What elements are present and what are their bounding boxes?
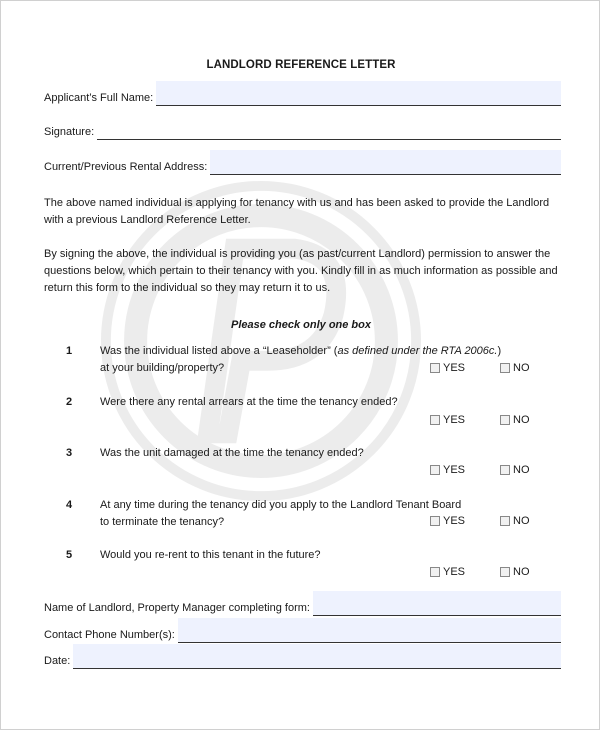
question-text: Would you re-rent to this tenant in the future? — [100, 549, 321, 561]
question-text: Was the unit damaged at the time the tenancy ended? — [100, 447, 364, 459]
question-text-line2: to terminate the tenancy? — [100, 516, 225, 528]
q3-no-option[interactable] — [500, 464, 530, 476]
question-text-italic: as defined under the RTA 2006c. — [337, 345, 498, 357]
document-title: LANDLORD REFERENCE LETTER — [206, 59, 396, 71]
applicant-name-label: Applicant’s Full Name: — [44, 92, 154, 104]
checkbox-icon[interactable] — [500, 363, 510, 373]
checkbox-icon[interactable] — [430, 567, 440, 577]
contact-phone-label: Contact Phone Number(s): — [44, 629, 175, 641]
yes-label: YES — [443, 414, 466, 426]
q1-yes-option[interactable] — [430, 362, 465, 374]
contact-phone-input[interactable] — [178, 618, 561, 643]
signature-input[interactable] — [97, 115, 561, 140]
question-5 — [44, 547, 564, 567]
yes-label: YES — [443, 362, 466, 374]
question-text-line1: At any time during the tenancy did you apply to the Landlord Tenant Board — [100, 499, 462, 511]
question-text-line2: at your building/property? — [100, 362, 225, 374]
question-number: 3 — [66, 447, 73, 459]
question-2 — [44, 394, 564, 414]
q5-no-option[interactable] — [500, 566, 530, 578]
q3-yes-option[interactable] — [430, 464, 465, 476]
no-label: NO — [513, 464, 530, 476]
checkbox-icon[interactable] — [500, 516, 510, 526]
landlord-name-input[interactable] — [313, 591, 561, 616]
checkbox-icon[interactable] — [430, 363, 440, 373]
date-input[interactable] — [73, 644, 561, 669]
q1-no-option[interactable] — [500, 362, 530, 374]
q2-no-option[interactable] — [500, 414, 530, 426]
q2-yes-option[interactable] — [430, 414, 465, 426]
landlord-name-row — [44, 591, 561, 616]
checkbox-icon[interactable] — [430, 516, 440, 526]
question-number: 4 — [66, 499, 73, 511]
signature-row — [44, 115, 561, 140]
no-label: NO — [513, 362, 530, 374]
landlord-name-label: Name of Landlord, Property Manager completing form: — [44, 602, 310, 614]
date-row — [44, 644, 561, 669]
checkbox-icon[interactable] — [500, 465, 510, 475]
yes-label: YES — [443, 515, 466, 527]
applicant-name-input[interactable] — [156, 81, 561, 106]
question-number: 5 — [66, 549, 73, 561]
checkbox-icon[interactable] — [430, 465, 440, 475]
question-number: 1 — [66, 345, 73, 357]
question-text-part: Was the individual listed above a “Leaseholder” ( — [100, 345, 338, 357]
yes-label: YES — [443, 464, 466, 476]
q5-yes-option[interactable] — [430, 566, 465, 578]
instruction-text: Please check only one box — [230, 319, 371, 331]
intro-paragraph: The above named individual is applying for tenancy with us and has been asked to provide the Landlord with a previous Landlord Reference Letter. — [44, 197, 550, 226]
no-label: NO — [513, 515, 530, 527]
question-text: Were there any rental arrears at the time the tenancy ended? — [100, 396, 398, 408]
no-label: NO — [513, 414, 530, 426]
question-text — [100, 343, 560, 377]
date-label: Date: — [44, 655, 71, 667]
question-3 — [44, 445, 564, 465]
checkbox-icon[interactable] — [500, 567, 510, 577]
question-number: 2 — [66, 396, 73, 408]
no-label: NO — [513, 566, 530, 578]
applicant-name-row — [44, 81, 561, 106]
checkbox-icon[interactable] — [500, 415, 510, 425]
yes-label: YES — [443, 566, 466, 578]
contact-phone-row — [44, 618, 561, 643]
signature-label: Signature: — [44, 126, 95, 138]
permission-paragraph: By signing the above, the individual is providing you (as past/current Landlord) permission to answer the questions below, which pertain to their tenancy with you. Kindly fill in as much information as possible and return this form to the individual so they may return it to us. — [44, 248, 558, 294]
question-1 — [44, 343, 564, 383]
checkbox-icon[interactable] — [430, 415, 440, 425]
rental-address-input[interactable] — [210, 150, 561, 175]
q4-yes-option[interactable] — [430, 515, 465, 527]
rental-address-row — [44, 150, 561, 175]
rental-address-label: Current/Previous Rental Address: — [44, 161, 208, 173]
question-4 — [44, 497, 564, 537]
question-text-part: ) — [497, 345, 502, 357]
q4-no-option[interactable] — [500, 515, 530, 527]
